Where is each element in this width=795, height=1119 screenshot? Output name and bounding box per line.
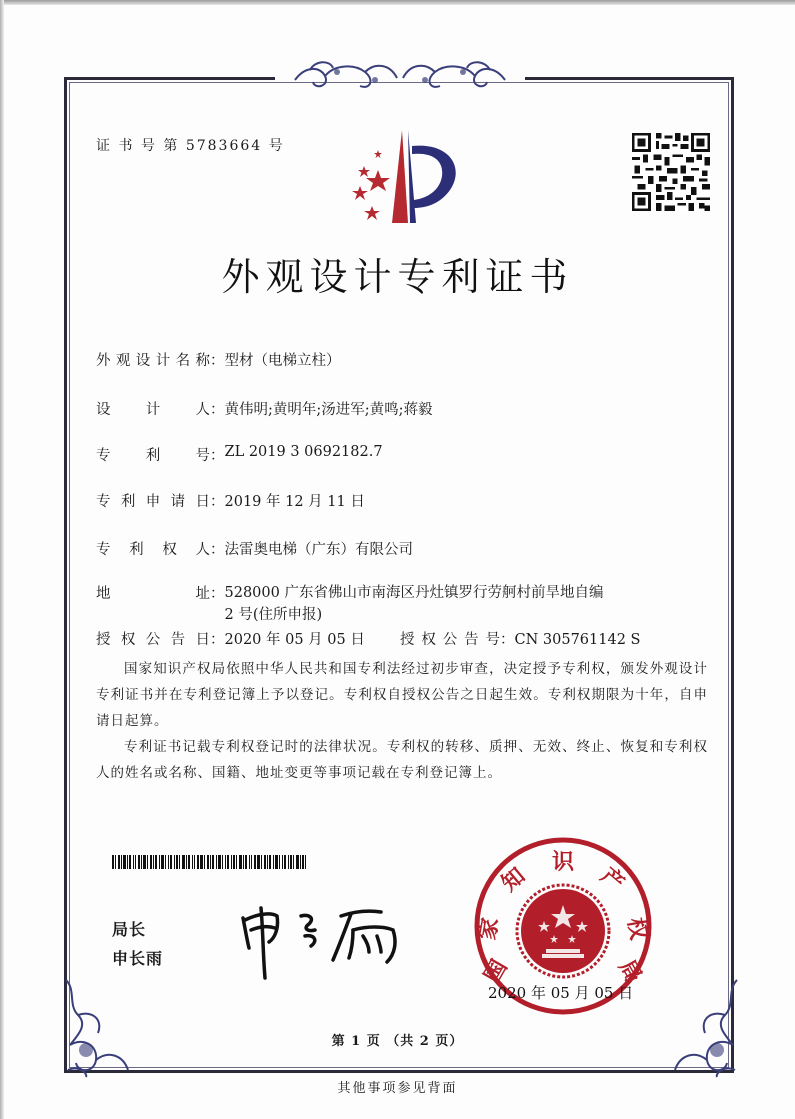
page-indicator: 第 1 页 （共 2 页）	[331, 1034, 464, 1049]
grant-publication-number-label: 授权公告号	[400, 632, 500, 648]
designers-field	[96, 398, 433, 419]
designers-label: 设计人	[96, 402, 210, 418]
colon: ：	[500, 632, 515, 648]
certificate-number-value: 5783664	[185, 138, 263, 154]
grant-date-field	[96, 628, 365, 649]
designers-value: 黄伟明;黄明年;汤进军;黄鸣;蒋毅	[224, 402, 433, 418]
patentee-label: 专利权人	[96, 542, 210, 558]
svg-text:家: 家	[475, 915, 504, 942]
address-field	[96, 582, 605, 626]
patent-number-label: 专利号	[96, 448, 210, 464]
svg-text:国: 国	[480, 955, 513, 988]
grant-date-value: 2020 年 05 月 05 日	[224, 632, 365, 648]
statement-paragraph: 国家知识产权局依照中华人民共和国专利法经过初步审查，决定授予专利权，颁发外观设计专利证书并在专利登记簿上予以登记。专利权自授权公告之日起生效。专利权期限为十年，自申请日起算。	[96, 660, 708, 729]
design-name-label: 外观设计名称	[96, 353, 210, 369]
filing-date-value: 2019 年 12 月 11 日	[224, 494, 365, 510]
grant-publication-number-field	[400, 628, 640, 649]
director-signature-icon	[235, 900, 410, 980]
page-title: 外观设计专利证书	[221, 255, 574, 299]
patentee-field	[96, 538, 413, 559]
patent-number-value: ZL 2019 3 0692182.7	[224, 444, 383, 460]
patent-number-field	[96, 444, 383, 465]
barcode-icon	[112, 855, 306, 869]
colon: ：	[210, 402, 225, 418]
address-value: 528000 广东省佛山市南海区丹灶镇罗行劳舸村前旱地自编 2 号(住所申报)	[224, 585, 604, 623]
bottom-right-corner-ornament-icon	[655, 975, 745, 1080]
svg-text:识: 识	[551, 850, 575, 875]
certificate-number-label: 证 书 号 第	[96, 138, 180, 154]
svg-text:产: 产	[595, 863, 629, 897]
qr-code-icon	[632, 133, 710, 211]
seal-date: 2020 年 05 月 05 日	[488, 984, 634, 1002]
certificate-number-suffix: 号	[268, 138, 285, 154]
director-name: 申长雨	[112, 949, 164, 968]
back-note: 其他事项参见背面	[337, 1081, 458, 1096]
grant-date-label: 授权公告日	[96, 632, 210, 648]
bottom-left-corner-ornament-icon	[58, 975, 148, 1080]
svg-text:局: 局	[613, 955, 646, 988]
director-title: 局长	[112, 920, 147, 939]
design-name-value: 型材（电梯立柱）	[224, 353, 341, 369]
legal-status-paragraph: 专利证书记载专利权登记时的法律状况。专利权的转移、质押、无效、终止、恢复和专利权人的姓名或名称、国籍、地址变更等事项记载在专利登记簿上。	[96, 738, 708, 781]
grant-publication-number-value: CN 305761142 S	[514, 632, 641, 648]
design-name-field	[96, 349, 341, 370]
top-scroll-ornament-icon	[275, 58, 525, 98]
address-label: 地址	[96, 586, 210, 602]
photo-edge	[0, 0, 4, 1119]
filing-date-label: 专利申请日	[96, 494, 210, 510]
certificate-number	[96, 135, 285, 155]
svg-text:知: 知	[497, 863, 531, 897]
colon: ：	[210, 586, 225, 602]
colon: ：	[210, 353, 225, 369]
colon: ：	[210, 542, 225, 558]
colon: ：	[210, 632, 225, 648]
filing-date-field	[96, 490, 365, 511]
colon: ：	[210, 494, 225, 510]
svg-text:权: 权	[622, 915, 651, 942]
colon: ：	[210, 448, 225, 464]
photo-edge	[0, 0, 795, 5]
cnipa-logo-icon	[340, 128, 460, 228]
patentee-value: 法雷奥电梯（广东）有限公司	[224, 542, 413, 558]
